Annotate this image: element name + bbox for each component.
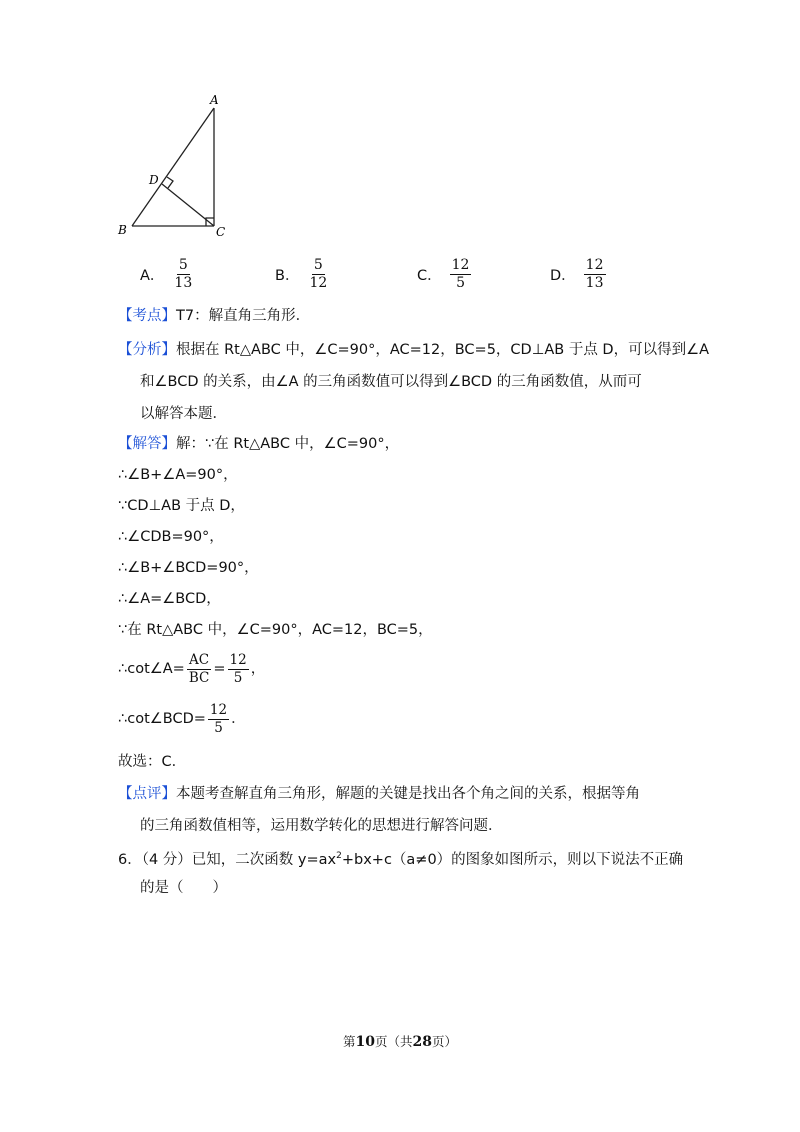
footer-mid: 页（共 — [374, 1034, 413, 1049]
footer-total-pages: 28 — [412, 1034, 432, 1050]
option-a — [140, 258, 196, 291]
answer-line: 故选：C． — [118, 754, 187, 770]
q6-text-b: +bx+c（a≠0）的图象如图所示，则以下说法不正确 — [341, 851, 684, 868]
footer-prefix: 第 — [342, 1034, 356, 1049]
dianping-line-2: 的三角函数值相等，运用数学转化的思想进行解答问题． — [140, 818, 503, 834]
fenxi-line-3: 以解答本题． — [140, 406, 227, 422]
kaodian-tag: 【考点】 — [118, 308, 176, 324]
option-b-den: 12 — [309, 275, 328, 291]
dianping-text-1: 本题考查解直角三角形，解题的关键是找出各个角之间的关系，根据等角 — [176, 786, 640, 802]
option-c-num: 12 — [451, 257, 470, 273]
cot-bcd-den: 5 — [214, 719, 223, 736]
jieda-text-1: 解：∵在 Rt△ABC 中，∠C=90°， — [176, 436, 400, 452]
q6-text-a: 6．（4 分）已知，二次函数 y=ax — [118, 851, 337, 868]
jieda-tag: 【解答】 — [118, 436, 176, 452]
option-a-den: 13 — [174, 275, 193, 291]
fenxi-text-1: 根据在 Rt△ABC 中，∠C=90°，AC=12，BC=5，CD⊥AB 于点 D，可以得到∠A — [176, 342, 710, 358]
fenxi-line-2: 和∠BCD 的关系，由∠A 的三角函数值可以得到∠BCD 的三角函数值，从而可 — [140, 374, 642, 390]
footer-suffix: 页） — [431, 1034, 457, 1049]
label-a: A — [210, 93, 219, 107]
cot-bcd-prefix: ∴cot∠BCD= — [118, 711, 206, 727]
cot-a-f1-den: BC — [188, 669, 210, 686]
footer-page-number: 10 — [355, 1034, 375, 1050]
q6-line-1 — [118, 846, 683, 870]
cot-a-f2-num: 12 — [229, 651, 247, 668]
jieda-line-3: ∵CD⊥AB 于点 D， — [118, 498, 245, 514]
option-c-letter: C． — [417, 268, 442, 284]
option-b-fraction — [307, 258, 329, 291]
option-c-fraction — [450, 258, 472, 291]
cot-bcd-fraction — [208, 703, 229, 736]
cot-a-suffix: ， — [250, 661, 266, 677]
option-c-den: 5 — [456, 275, 465, 291]
jieda-line-7: ∵在 Rt△ABC 中，∠C=90°，AC=12，BC=5， — [118, 622, 433, 638]
option-b — [275, 258, 331, 291]
option-c — [417, 258, 473, 291]
kaodian-text: T7：解直角三角形． — [176, 308, 311, 324]
option-d — [550, 258, 608, 291]
label-d: D — [149, 173, 159, 187]
cot-a-equals: = — [213, 661, 226, 677]
q6-line-2: 的是（ ） — [140, 880, 227, 896]
option-d-num: 12 — [585, 257, 604, 273]
option-b-num: 5 — [313, 257, 323, 273]
cot-a-fraction-2 — [228, 653, 249, 686]
page-footer — [0, 1032, 800, 1050]
option-b-letter: B． — [275, 268, 300, 284]
dianping-tag: 【点评】 — [118, 786, 176, 802]
jieda-line-5: ∴∠B+∠BCD=90°， — [118, 560, 259, 576]
cot-bcd-num: 12 — [209, 701, 228, 718]
label-b: B — [118, 223, 127, 237]
segment-ab — [132, 108, 214, 226]
fenxi-line-1 — [118, 340, 709, 360]
cot-bcd-suffix: ． — [231, 711, 246, 727]
cot-a-prefix: ∴cot∠A= — [118, 661, 185, 677]
cot-a-f1-num: AC — [189, 651, 210, 668]
dianping-line-1 — [118, 784, 640, 804]
option-a-num: 5 — [178, 257, 188, 273]
option-a-letter: A． — [140, 268, 165, 284]
jieda-line-2: ∴∠B+∠A=90°， — [118, 467, 238, 483]
option-a-fraction — [172, 258, 194, 291]
q6-superscript: 2 — [336, 851, 342, 861]
kaodian-line — [118, 306, 310, 326]
fenxi-tag: 【分析】 — [118, 342, 176, 358]
option-d-letter: D． — [550, 268, 576, 284]
jieda-line-1 — [118, 434, 399, 454]
cot-bcd-line — [118, 702, 246, 736]
cot-a-f2-den: 5 — [233, 669, 243, 686]
right-angle-mark-d — [167, 177, 173, 188]
jieda-line-6: ∴∠A=∠BCD， — [118, 591, 221, 607]
cot-a-line — [118, 652, 265, 686]
label-c: C — [216, 225, 226, 239]
triangle-figure — [112, 88, 240, 240]
cot-a-fraction-1 — [187, 653, 212, 686]
option-d-den: 13 — [585, 275, 604, 291]
option-d-fraction — [584, 258, 606, 291]
jieda-line-4: ∴∠CDB=90°， — [118, 529, 224, 545]
